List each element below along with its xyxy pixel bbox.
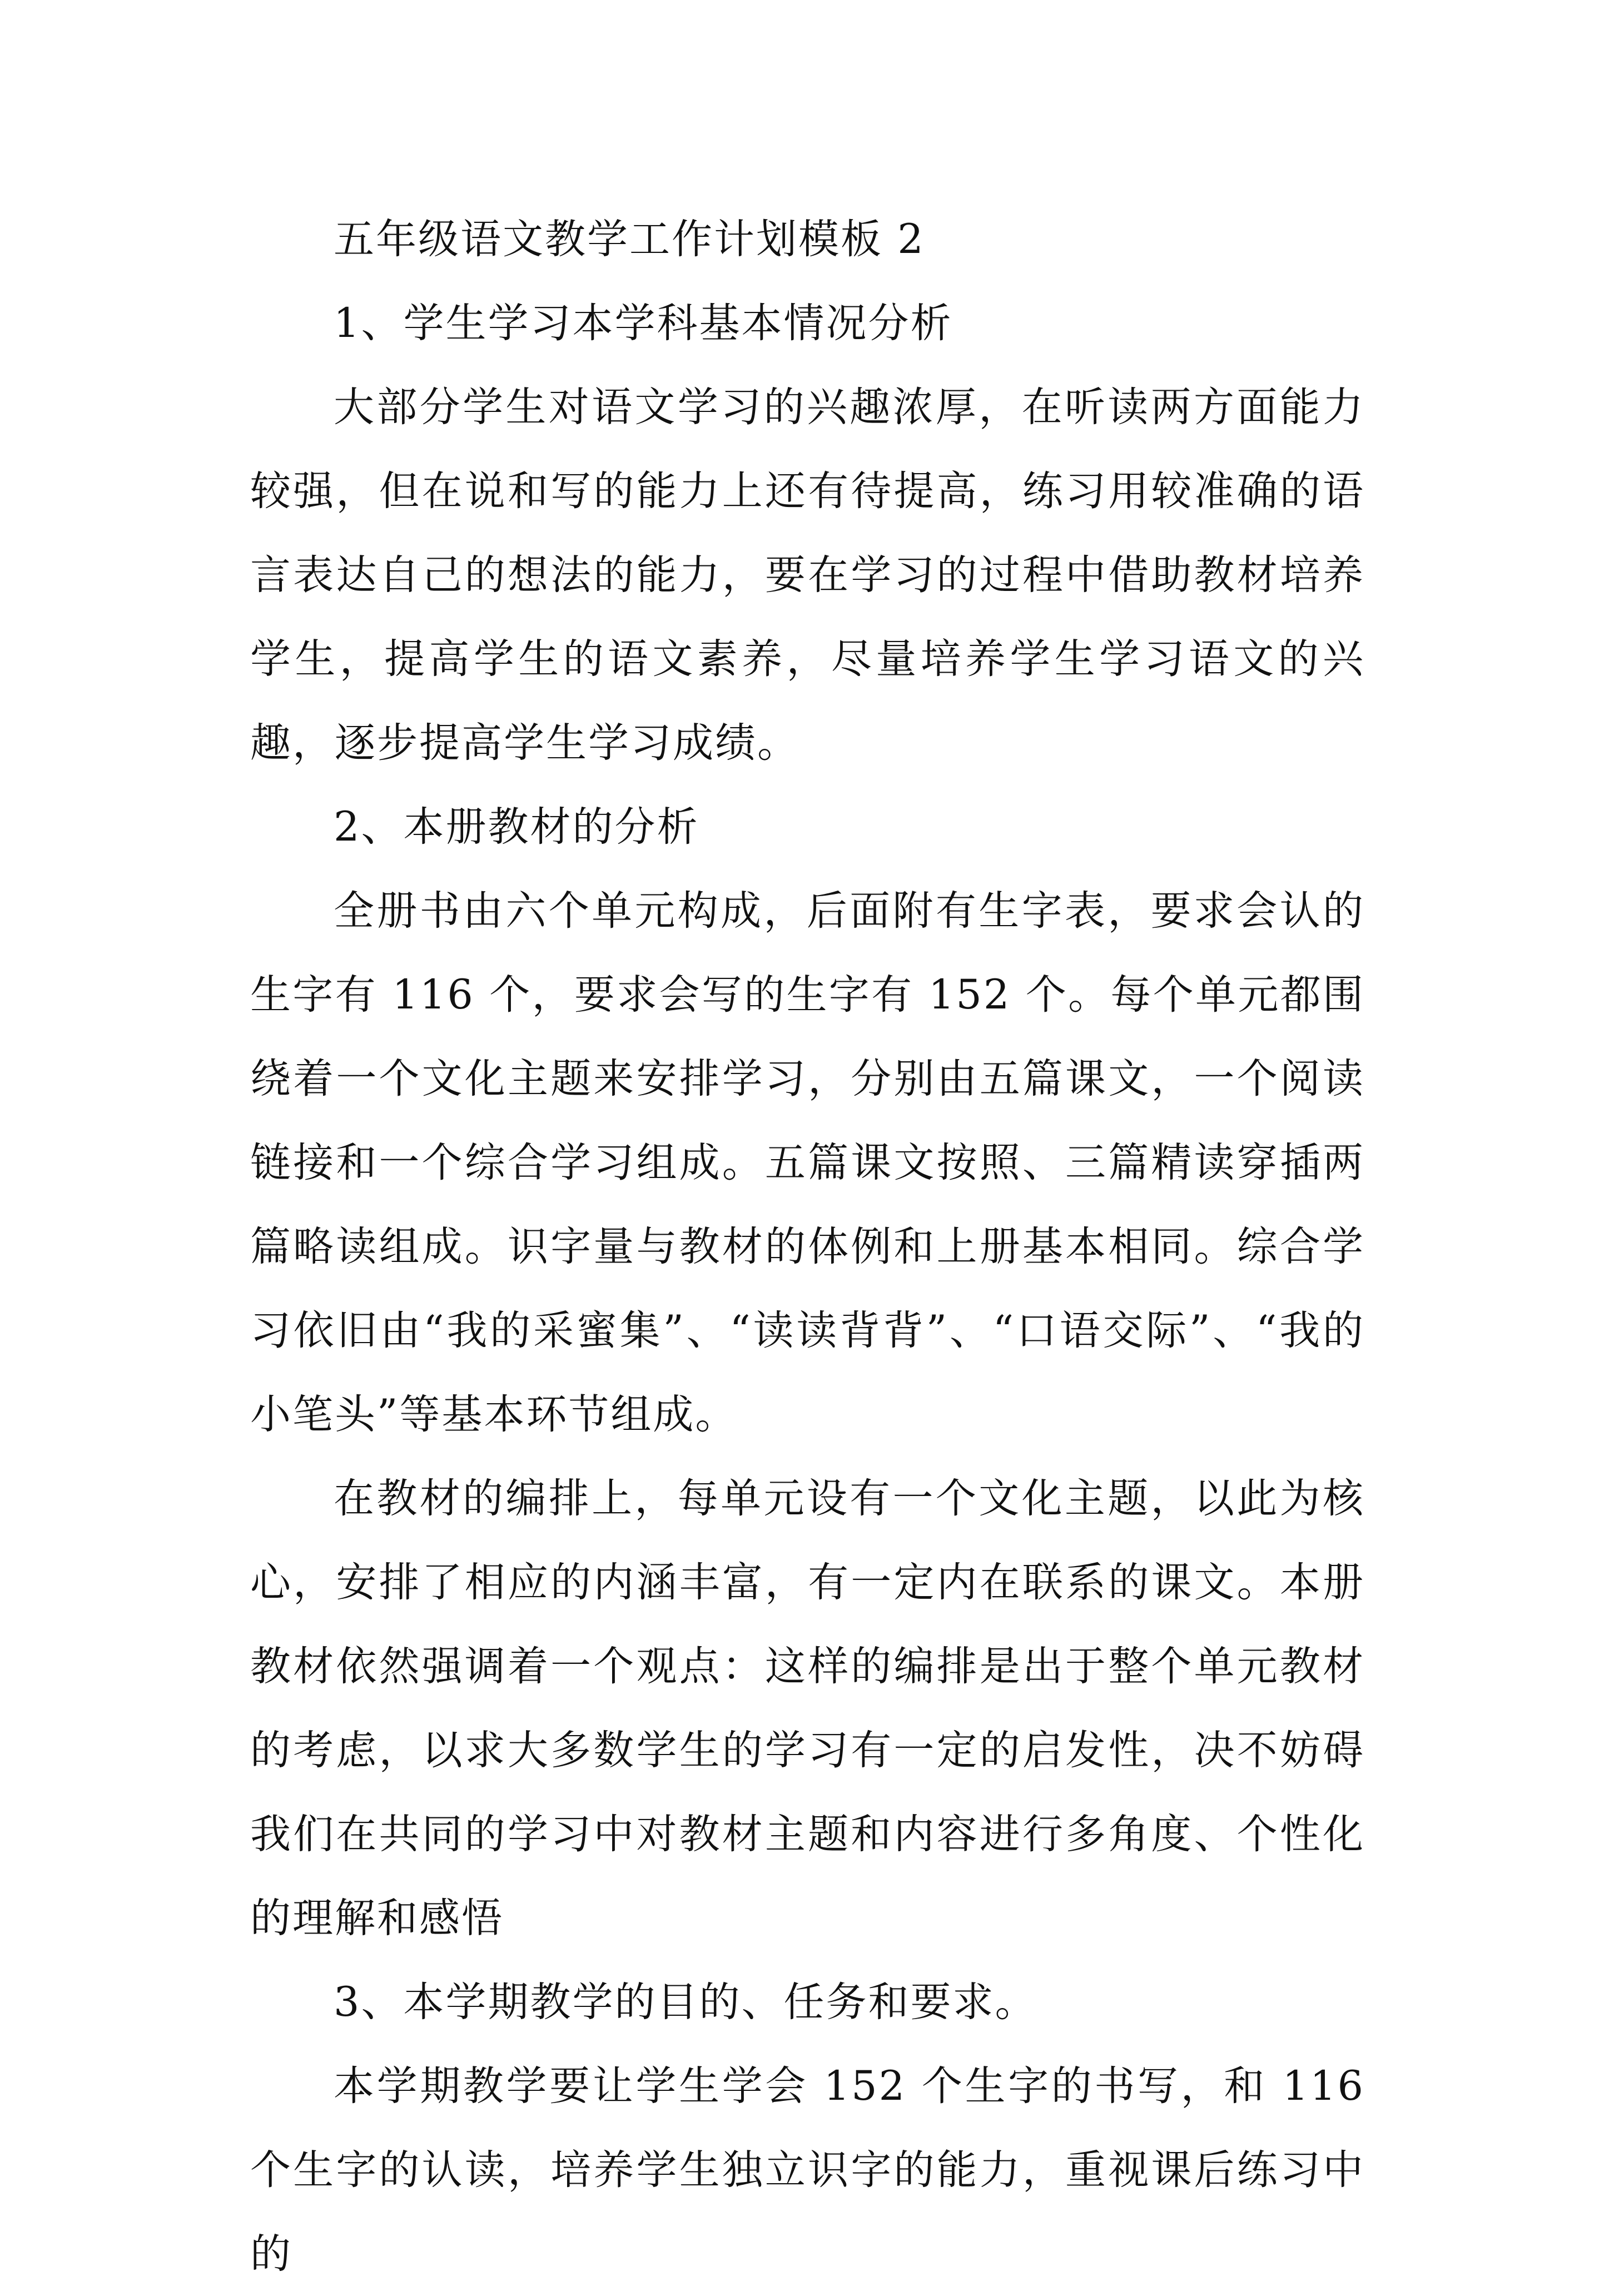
section-3-heading: 3、本学期教学的目的、任务和要求。 (334, 1979, 1037, 2026)
section-2-paragraph-1: 全册书由六个单元构成，后面附有生字表，要求会认的生字有 116 个，要求会写的生字有 152 个。每个单元都围绕着一个文化主题来安排学习，分别由五篇课文，一个阅读链接和一个综合学习组成。五篇课文按照、三篇精读穿插两篇略读组成。识字量与教材的体例和上册基本相同。综合学习依旧由“我的采蜜集”、“读读背背”、“口语交际”、“我的小笔头”等基本环节组成。 (250, 887, 1365, 1438)
section-3-paragraph-1: 本学期教学要让学生学会 152 个生字的书写，和 116 个生字的认读，培养学生独立识字的能力，重视课后练习中的 (250, 2063, 1365, 2278)
document-title: 五年级语文教学工作计划模板 2 (334, 216, 925, 263)
document-body (250, 197, 1365, 2296)
section-2-paragraph-2: 在教材的编排上，每单元设有一个文化主题，以此为核心，安排了相应的内涵丰富，有一定内在联系的课文。本册教材依然强调着一个观点：这样的编排是出于整个单元教材的考虑，以求大多数学生的学习有一定的启发性，决不妨碍我们在共同的学习中对教材主题和内容进行多角度、个性化的理解和感悟 (250, 1475, 1365, 1942)
section-1-paragraph-1: 大部分学生对语文学习的兴趣浓厚，在听读两方面能力较强，但在说和写的能力上还有待提高，练习用较准确的语言表达自己的想法的能力，要在学习的过程中借助教材培养学生，提高学生的语文素养，尽量培养学生学习语文的兴趣，逐步提高学生学习成绩。 (250, 384, 1365, 767)
section-2-heading: 2、本册教材的分析 (334, 803, 699, 851)
section-1-heading: 1、学生学习本学科基本情况分析 (334, 300, 953, 347)
